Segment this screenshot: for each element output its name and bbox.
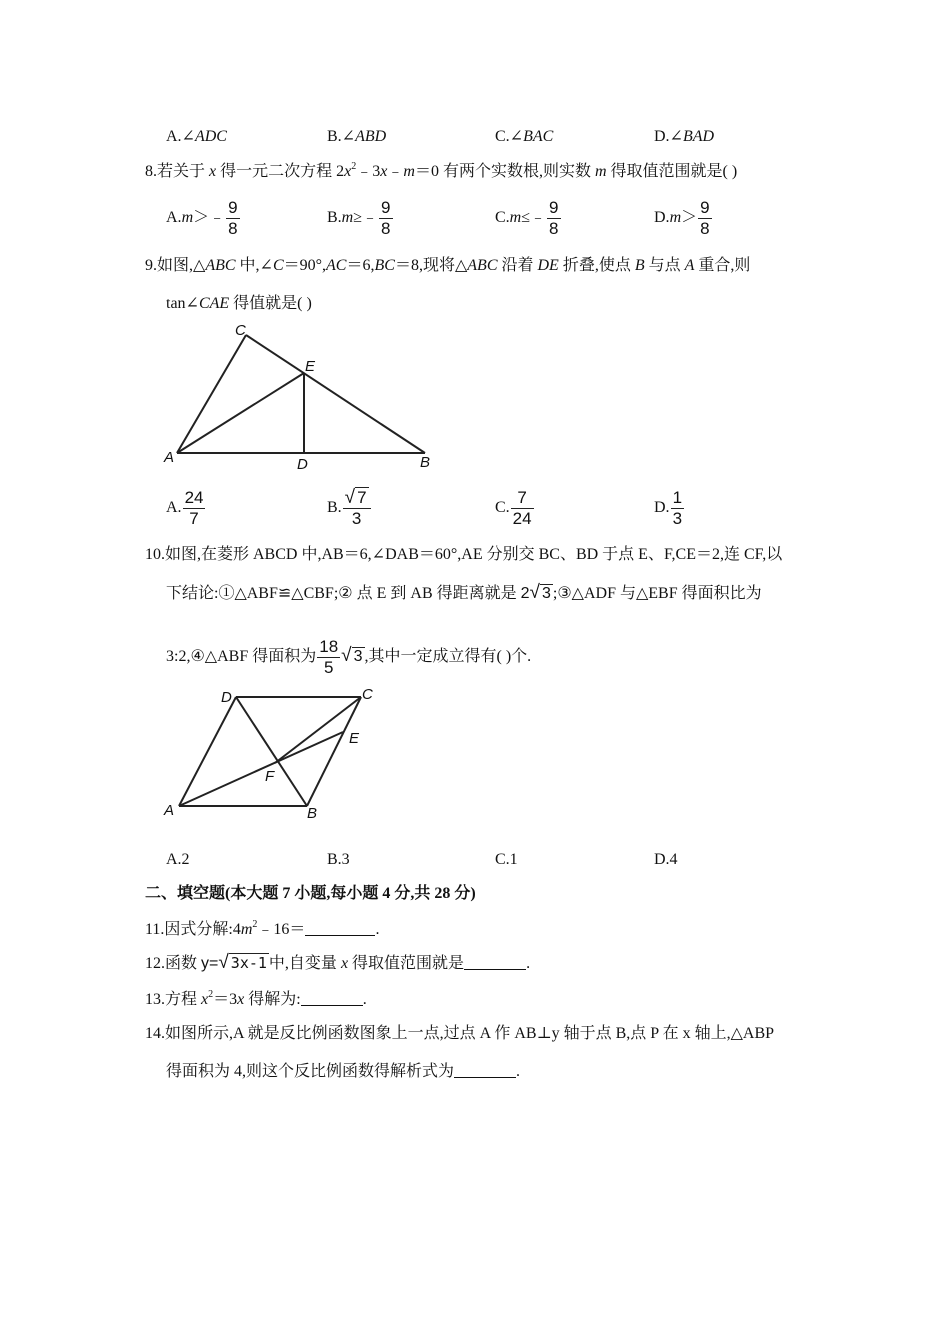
fraction: $\frac{√ 7}{3}$ [343,488,371,529]
q8-option-d[interactable]: D.m＞ $\frac{9}{8}$ [654,197,710,238]
label-d: D [297,456,308,473]
q7-option-d-label: D.∠ [654,128,683,145]
segment-ae [177,373,304,453]
fraction: $\frac{1}{3}$ [672,487,683,528]
q9-stem-line2: tan∠CAE 得值就是( ) [166,295,312,312]
q7-option-b[interactable] [327,127,386,147]
q12: 12.函数 y=√ 3x-1 中,自变量 x 得取值范围就是 . [145,952,531,973]
q8-stem: 8.若关于 x 得一元二次方程 $2x^2﹣3x﹣m=0$ 有两个实数根,则实数 m 得取值范围就是( ) [145,161,738,180]
q9-option-b[interactable]: B. $\frac{√ 7}{3}$ [327,486,372,530]
label-e: E [305,358,316,375]
q9-option-d[interactable]: D. $\frac{1}{3}$ [654,487,683,528]
label-d: D [221,689,232,706]
q11: 11.因式分解$:4m^2﹣16=$ . [145,919,380,938]
segment-bc [307,697,361,806]
label-c: C [362,686,373,703]
q8-option-c[interactable]: C.m≤﹣ $\frac{9}{8}$ [495,197,559,238]
radical: √ 3 [341,645,363,666]
q10-figure [155,680,395,825]
q7-option-c-value: BAC [523,128,554,145]
q7-option-d-value: BAD [682,128,715,145]
label-b: B [307,805,318,822]
q7-option-c-label: C.∠ [495,128,524,145]
fraction: $\frac{24}{7}$ [184,487,204,528]
segment-ae [179,732,343,806]
q9-figure [150,315,450,475]
answer-blank[interactable] [464,953,526,970]
q7-option-b-value: ABD [355,128,387,145]
fraction: $\frac{9}{8}$ [381,197,391,238]
radical: 2√ 3 [520,582,551,603]
segment-cb [246,335,425,453]
q10-stem-line3: 3:2,④△ABF 得面积为 $\frac{18}{5}$ √ 3 ,其中一定成立得有( )个. [166,634,531,679]
q14-stem-line2: 得面积为 4,则这个反比例函数得解析式为 . [166,1063,521,1080]
answer-blank[interactable] [301,989,363,1006]
section-heading: 二、填空题(本大题 7 小题,每小题 4 分,共 28 分) [145,885,476,902]
fraction: $\frac{9}{8}$ [228,197,238,238]
q7-option-a-value: ADC [194,128,227,145]
q9-option-c[interactable]: C. $\frac{7}{24}$ [495,487,532,528]
q10-option-a[interactable]: A.2 [166,851,190,868]
q10-stem-line1: 10.如图,在菱形 ABCD 中,AB＝6,∠DAB＝60°,AE 分别交 BC、BD 于点 E、F,CE＝2,连 CF,以 [145,546,783,563]
answer-blank[interactable] [454,1061,516,1078]
fraction: $\frac{7}{24}$ [512,487,532,528]
fraction: $\frac{18}{5}$ [319,636,339,677]
label-e: E [349,730,360,747]
q7-option-b-label: B.∠ [327,128,356,145]
answer-blank[interactable] [305,919,375,936]
label-a: A [164,802,175,819]
fraction: $\frac{9}{8}$ [700,197,710,238]
label-b: B [420,454,431,471]
q9-option-a[interactable]: A. $\frac{24}{7}$ [166,487,204,528]
q8-option-a[interactable]: A.m＞﹣ $\frac{9}{8}$ [166,197,238,238]
radical: √ 3x-1 [218,952,267,973]
fraction: $\frac{9}{8}$ [549,197,559,238]
q7-option-a-label: A.∠ [166,128,195,145]
q10-stem-line2: 下结论:①△ABF≌△CBF;② 点 E 到 AB 得距离就是 2√ 3 ;③△ADF 与△EBF 得面积比为 [166,582,762,603]
label-c: C [235,322,246,339]
q7-option-c[interactable] [495,127,553,147]
segment-ac [177,335,246,453]
q10-option-d[interactable]: D.4 [654,851,678,868]
segment-ad [179,697,236,806]
q14-stem-line1: 14.如图所示,A 就是反比例函数图象上一点,过点 A 作 AB⊥y 轴于点 B,点 P 在 x 轴上,△ABP [145,1025,775,1042]
q10-option-b[interactable]: B.3 [327,851,350,868]
q13: 13.方程 $x^2=3x$ 得解为: . [145,989,367,1008]
segment-db [236,697,307,806]
q7-option-d[interactable] [654,127,714,147]
label-a: A [164,449,175,466]
q10-option-c[interactable]: C.1 [495,851,518,868]
q8-option-b[interactable]: B.m≥﹣ $\frac{9}{8}$ [327,197,391,238]
q9-stem-line1: 9.如图,△ABC 中,∠C＝90°,AC＝6,BC＝8,现将△ABC 沿着 DE 折叠,使点 B 与点 A 重合,则 [145,257,751,274]
label-f: F [265,768,275,785]
q7-option-a[interactable] [166,127,227,147]
